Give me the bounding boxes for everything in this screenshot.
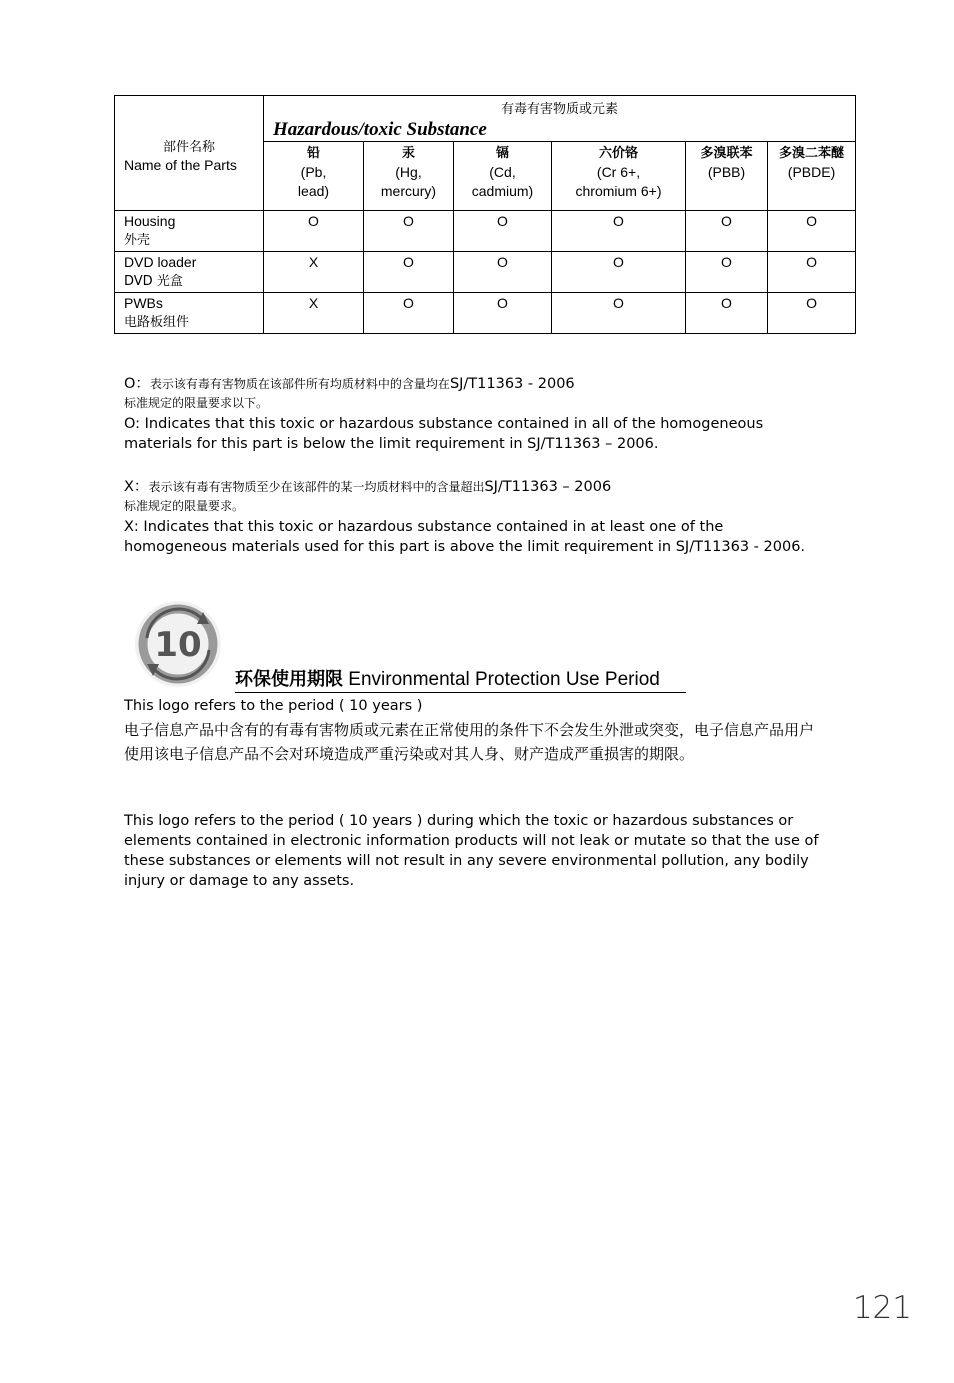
epup-title-en: Environmental Protection Use Period (348, 669, 660, 690)
value-cell: O (552, 211, 686, 252)
substance-header-pbde (768, 142, 856, 211)
value-cell: O (768, 252, 856, 293)
value-cell: O (686, 211, 768, 252)
x-note-standard: SJ/T11363 – 2006 (484, 479, 612, 495)
value-cell: O (364, 252, 454, 293)
value-cell: O (264, 211, 364, 252)
value-cell: O (768, 293, 856, 334)
part-name-zh: 外壳 (124, 233, 151, 248)
part-name-en: PWBs (124, 295, 163, 311)
substance-header-lead (264, 142, 364, 211)
o-note-prefix: O： (124, 376, 150, 392)
x-note-zh-text: 表示该有毒有害物质至少在该部件的某一均质材料中的含量超出 (148, 480, 485, 494)
value-cell: O (454, 293, 552, 334)
epup-title (235, 668, 686, 693)
o-note-zh-line1 (124, 374, 824, 394)
parts-name-header-zh: 部件名称 (162, 139, 215, 155)
x-note-zh-line2: 标准规定的限量要求。 (124, 499, 245, 513)
substance-zh: 镉 (495, 146, 509, 161)
value-cell: O (364, 211, 454, 252)
o-note-standard: SJ/T11363 - 2006 (449, 376, 575, 392)
substance-en: (Cr 6+, chromium 6+) (575, 164, 662, 199)
o-note (124, 374, 824, 454)
logo-en-block (124, 811, 824, 891)
logo-description (124, 696, 824, 766)
epup-10-year-logo-icon (133, 598, 223, 690)
page-number: 121 (852, 1290, 912, 1326)
value-cell: X (264, 293, 364, 334)
substance-en: (Hg, mercury) (380, 164, 437, 199)
table-row (115, 252, 856, 293)
logo-zh-paragraph: 电子信息产品中含有的有毒有害物质或元素在正常使用的条件下不会发生外泄或突变，电子信息产品用户使用该电子信息产品不会对环境造成严重污染或对其人身、财产造成严重损害的期限。 (124, 721, 815, 763)
substance-group-header-en: Hazardous/toxic Substance (273, 119, 487, 140)
substance-zh: 多溴二苯醚 (779, 146, 845, 161)
substance-group-header-zh: 有毒有害物质或元素 (501, 102, 619, 117)
substance-zh: 汞 (401, 146, 415, 161)
epup-title-zh: 环保使用期限 (235, 669, 343, 690)
substance-header-chromium (552, 142, 686, 211)
x-note-prefix: X： (124, 479, 149, 495)
table-row (115, 293, 856, 334)
value-cell: O (768, 211, 856, 252)
part-name-en: DVD loader (124, 254, 197, 270)
x-note-en: X: Indicates that this toxic or hazardous substance contained in at least one of the homogeneous materials used for this part is above the limit requirement in SJ/T11363 - 2006. (124, 519, 806, 555)
part-name-cell (115, 252, 264, 293)
part-name-cell (115, 211, 264, 252)
o-note-zh-text: 表示该有毒有害物质在该部件所有均质材料中的含量均在 (149, 377, 450, 391)
substance-en: (Cd, cadmium) (471, 164, 534, 199)
substance-zh: 六价铬 (598, 146, 638, 161)
value-cell: O (552, 252, 686, 293)
value-cell: O (364, 293, 454, 334)
part-name-cell (115, 293, 264, 334)
x-note (124, 477, 824, 557)
logo-en-paragraph: This logo refers to the period ( 10 years ) during which the toxic or hazardous substances or elements contained in electronic information products will not leak or mutate so that the use of these substances or elements will not result in any severe environmental pollution, any bodily injury or damage to any assets. (124, 813, 819, 889)
value-cell: O (686, 252, 768, 293)
substance-en: (Pb, lead) (297, 164, 330, 199)
value-cell: X (264, 252, 364, 293)
parts-name-header (115, 96, 264, 211)
substance-en: (PBDE) (787, 164, 836, 180)
substance-header-pbb (686, 142, 768, 211)
parts-name-header-en: Name of the Parts (124, 156, 237, 173)
part-name-en: Housing (124, 213, 176, 229)
value-cell: O (454, 211, 552, 252)
substance-header-cadmium (454, 142, 552, 211)
substance-en: (PBB) (707, 164, 746, 180)
part-name-zh: DVD 光盒 (124, 274, 183, 289)
table-row (115, 211, 856, 252)
o-note-en: O: Indicates that this toxic or hazardous substance contained in all of the homogeneous materials for this part is below the limit requirement in SJ/T11363 – 2006. (124, 416, 764, 452)
logo-number: 10 (154, 625, 202, 665)
x-note-zh-line1 (124, 477, 824, 497)
substance-group-header (264, 96, 856, 142)
value-cell: O (686, 293, 768, 334)
hazardous-substance-table (114, 95, 856, 334)
logo-period-line: This logo refers to the period ( 10 years ) (124, 698, 423, 714)
substance-zh: 铅 (306, 146, 320, 161)
substance-header-mercury (364, 142, 454, 211)
part-name-zh: 电路板组件 (124, 315, 190, 330)
value-cell: O (454, 252, 552, 293)
value-cell: O (552, 293, 686, 334)
o-note-zh-line2: 标准规定的限量要求以下。 (124, 396, 269, 410)
substance-zh: 多溴联苯 (700, 146, 753, 161)
